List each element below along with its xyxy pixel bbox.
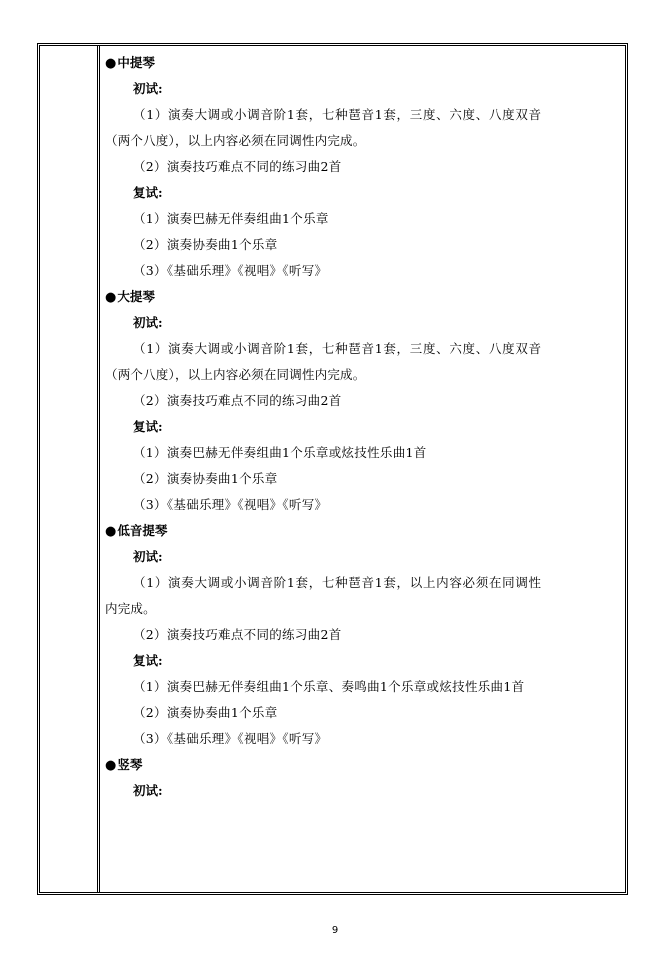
initial-exam-label: 初试: [133, 549, 163, 564]
list-item: （1）演奏大调或小调音阶1套，七种琶音1套，以上内容必须在同调性 [133, 575, 542, 590]
retest-label: 复试: [133, 185, 163, 200]
bullet-icon: ● [105, 56, 117, 71]
requirements-table [37, 43, 628, 895]
list-item: （1）演奏巴赫无伴奏组曲1个乐章或炫技性乐曲1首 [133, 445, 427, 460]
section-title-cello: ●中提琴 [105, 55, 155, 71]
bullet-icon: ● [105, 758, 117, 773]
list-item: （2）演奏协奏曲1个乐章 [133, 471, 278, 486]
list-item: （1）演奏大调或小调音阶1套，七种琶音1套，三度、六度、八度双音 [133, 341, 542, 356]
list-item: （1）演奏巴赫无伴奏组曲1个乐章 [133, 211, 329, 226]
list-item: （2）演奏协奏曲1个乐章 [133, 705, 278, 720]
table-left-column [40, 46, 100, 892]
page-number: 9 [331, 925, 339, 936]
retest-label: 复试: [133, 653, 163, 668]
list-item: （1）演奏大调或小调音阶1套，七种琶音1套，三度、六度、八度双音 [133, 107, 542, 122]
bullet-icon: ● [105, 290, 117, 305]
section-title-viola: ●大提琴 [105, 289, 155, 305]
initial-exam-label: 初试: [133, 81, 163, 96]
list-item: （3）《基础乐理》《视唱》《听写》 [133, 263, 328, 278]
list-item: （1）演奏巴赫无伴奏组曲1个乐章、奏鸣曲1个乐章或炫技性乐曲1首 [133, 679, 525, 694]
list-item: （2）演奏技巧难点不同的练习曲2首 [133, 159, 342, 174]
bullet-icon: ● [105, 524, 117, 539]
list-item-continuation: （两个八度），以上内容必须在同调性内完成。 [105, 367, 366, 382]
table-content-cell [103, 50, 619, 892]
section-title-double-bass: ●低音提琴 [105, 523, 168, 539]
section-title-harp: ●竖琴 [105, 757, 143, 773]
list-item: （3）《基础乐理》《视唱》《听写》 [133, 731, 328, 746]
list-item-continuation: （两个八度），以上内容必须在同调性内完成。 [105, 133, 366, 148]
initial-exam-label: 初试: [133, 783, 163, 798]
list-item: （2）演奏协奏曲1个乐章 [133, 237, 278, 252]
list-item-continuation: 内完成。 [105, 601, 156, 616]
list-item: （2）演奏技巧难点不同的练习曲2首 [133, 627, 342, 642]
list-item: （3）《基础乐理》《视唱》《听写》 [133, 497, 328, 512]
retest-label: 复试: [133, 419, 163, 434]
list-item: （2）演奏技巧难点不同的练习曲2首 [133, 393, 342, 408]
initial-exam-label: 初试: [133, 315, 163, 330]
